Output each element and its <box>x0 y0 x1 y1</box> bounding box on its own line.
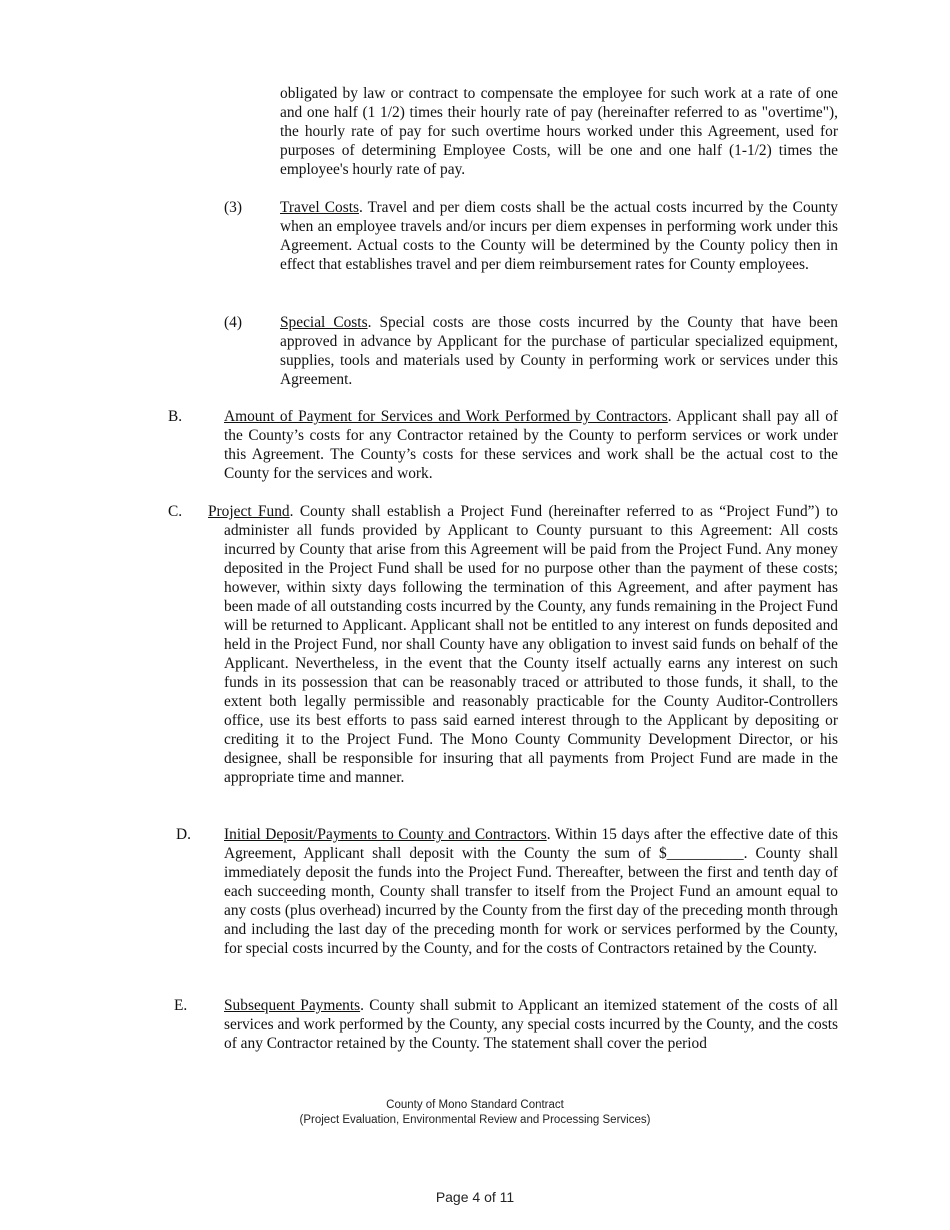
item-4-text: . Special costs are those costs incurred by the County that have been approved in advance by Applicant for the purchase of particular specialized equipment, supplies, tools and materials used by County in performing work or services under this Agreement. <box>280 314 838 388</box>
section-d-label: D. <box>176 826 191 843</box>
page-number: Page 4 of 11 <box>435 1189 515 1205</box>
section-b-paragraph <box>224 407 838 483</box>
section-c-heading: Project Fund <box>208 503 290 520</box>
continuation-paragraph <box>280 84 838 179</box>
item-3-label: (3) <box>224 199 242 216</box>
section-d-paragraph <box>224 825 838 958</box>
section-e-heading: Subsequent Payments <box>224 997 361 1014</box>
footer-contract-title: County of Mono Standard Contract <box>386 1099 564 1111</box>
item-3-text: . Travel and per diem costs shall be the actual costs incurred by the County when an employee travels and/or incurs per diem expenses in performing work under this Agreement. Actual costs to the County will be determined by the County policy then in effect that establishes travel and per diem reimbursement rates for County employees. <box>280 199 838 273</box>
item-3-paragraph <box>280 198 838 274</box>
item-4-label: (4) <box>224 314 242 331</box>
section-e-paragraph <box>224 996 838 1053</box>
section-b-text: . Applicant shall pay all of the County’s costs for any Contractor retained by the County to perform services or work under this Agreement. The County’s costs for these services and work shall be the actual cost to the County for the services and work. <box>224 408 839 482</box>
item-3-heading: Travel Costs <box>280 199 359 216</box>
item-4-paragraph <box>280 313 838 389</box>
continuation-text: obligated by law or contract to compensate the employee for such work at a rate of one and one half (1 1/2) times their hourly rate of pay (hereinafter referred to as "overtime"), the hourly rate of pay for such overtime hours worked under this Agreement, used for purposes of determining Employee Costs, will be one and one half (1-1/2) times the employee's hourly rate of pay. <box>280 85 838 178</box>
section-c-label: C. <box>168 503 183 520</box>
section-b-label: B. <box>168 408 183 425</box>
section-e-text: . County shall submit to Applicant an itemized statement of the costs of all services and work performed by the County, any special costs incurred by the County, and the costs of any Contractor retained by the County. The statement shall cover the period <box>224 997 838 1052</box>
section-c-text: . County shall establish a Project Fund (hereinafter referred to as “Project Fund”) to administer all funds provided by Applicant to County pursuant to this Agreement: All costs incurred by County that arise from this Agreement will be paid from the Project Fund. Any money deposited in the Project Fund shall be used for no purpose other than the payment of these costs; however, within sixty days following the termination of this Agreement, and after payment has been made of all outstanding costs incurred by the County, any funds remaining in the Project Fund will be returned to Applicant. Applicant shall not be entitled to any interest on funds deposited and held in the Project Fund, nor shall County have any obligation to invest said funds on behalf of the Applicant. Nevertheless, in the event that the County itself actually earns any interest on such funds in its possession that can be reasonably traced or attributed to those funds, it shall, to the extent both legally permissible and reasonably practicable for the County Auditor-Controllers office, use its best efforts to pass said earned interest through to the Applicant by depositing or crediting it to the Project Fund. The Mono County Community Development Director, or his designee, shall be responsible for insuring that all payments from Project Fund are made in the appropriate time and manner. <box>224 503 838 786</box>
section-c-paragraph <box>208 502 838 787</box>
section-d-heading: Initial Deposit/Payments to County and Contractors <box>224 826 547 843</box>
footer-contract-subtitle: (Project Evaluation, Environmental Review and Processing Services) <box>299 1114 651 1126</box>
section-d-text: . Within 15 days after the effective date of this Agreement, Applicant shall deposit with the County the sum of $__________. County shall immediately deposit the funds into the Project Fund. Thereafter, between the first and tenth day of each succeeding month, County shall transfer to itself from the Project Fund an amount equal to any costs (plus overhead) incurred by the County from the first day of the preceding month through and including the last day of the preceding month for work or services performed by the County, for special costs incurred by the County, and for the costs of Contractors retained by the County. <box>224 826 838 957</box>
item-4-heading: Special Costs <box>280 314 368 331</box>
section-b-heading: Amount of Payment for Services and Work Performed by Contractors <box>224 408 668 425</box>
section-e-label: E. <box>174 997 188 1014</box>
